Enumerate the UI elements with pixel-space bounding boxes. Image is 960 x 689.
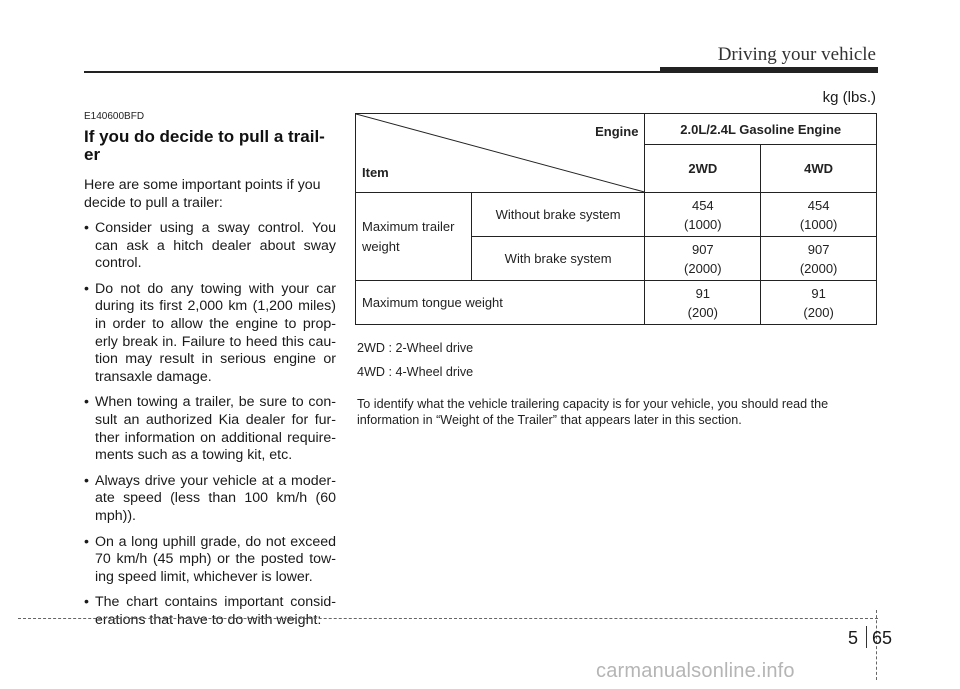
section-code: E140600BFD xyxy=(84,111,145,122)
value-cell xyxy=(645,193,761,237)
value-kg: 454 xyxy=(691,197,714,213)
bullet-item: • When towing a trailer, be sure to con-sult an authorized Kia dealer for fur-ther information on additional require-ments such as a towing kit, etc. xyxy=(84,394,336,464)
table-corner-cell xyxy=(356,114,645,193)
value-kg: 907 xyxy=(807,241,830,257)
intro-text: Here are some important points if you decide to pull a trailer: xyxy=(84,177,321,211)
engine-label: Engine xyxy=(595,124,639,139)
value-lbs: (2000) xyxy=(684,260,722,276)
value-kg: 907 xyxy=(691,241,714,257)
trailer-weight-table xyxy=(355,113,877,325)
value-kg: 454 xyxy=(807,197,830,213)
bullet-item: • Consider using a sway control. You can ask a hitch dealer about sway control. xyxy=(84,220,336,273)
note-2wd: 2WD : 2-Wheel drive xyxy=(357,341,474,355)
unit-label: kg (lbs.) xyxy=(822,89,876,106)
bullet-item: • On a long uphill grade, do not exceed 70 km/h (45 mph) or the posted tow-ing speed limit, whichever is lower. xyxy=(84,534,336,587)
left-column xyxy=(84,111,336,629)
value-cell xyxy=(761,237,877,281)
column-header-4wd: 4WD xyxy=(761,145,877,193)
bullet-item: • Do not do any towing with your car during its first 2,000 km (1,200 miles) in order to allow the engine to prop-erly break in. Failure to heed this cau-tion may result in serious engine or transaxle damage. xyxy=(84,281,336,387)
watermark: carmanualsonline.info xyxy=(596,660,795,682)
value-cell xyxy=(645,281,761,325)
table-row xyxy=(356,193,877,237)
table-notes xyxy=(357,340,877,436)
value-cell xyxy=(761,193,877,237)
with-brake-label: With brake system xyxy=(471,237,645,281)
page-separator xyxy=(866,626,867,648)
value-lbs: (2000) xyxy=(799,260,838,276)
value-lbs: (1000) xyxy=(799,216,838,232)
note-paragraph: To identify what the vehicle trailering capacity is for your vehicle, you should read the information in “Weight of the Trailer” that appears later in this section. xyxy=(357,397,829,427)
section-heading: If you do decide to pull a trail-er xyxy=(84,127,325,164)
bullet-list xyxy=(84,220,336,629)
column-header-2wd: 2WD xyxy=(645,145,761,193)
max-trailer-weight-label: Maximum trailer weight xyxy=(356,193,472,281)
tongue-weight-label: Maximum tongue weight xyxy=(356,281,645,325)
note-4wd: 4WD : 4-Wheel drive xyxy=(357,365,474,379)
page-number: 65 xyxy=(872,628,893,648)
bullet-item: • Always drive your vehicle at a moder-ate speed (less than 100 km/h (60 mph)). xyxy=(84,473,336,526)
value-lbs: (1000) xyxy=(684,216,722,232)
header-rule-accent xyxy=(660,67,878,73)
value-kg: 91 xyxy=(695,285,711,301)
header-title: Driving your vehicle xyxy=(717,44,876,65)
engine-header: 2.0L/2.4L Gasoline Engine xyxy=(645,114,877,145)
value-lbs: (200) xyxy=(687,304,718,320)
value-cell xyxy=(761,281,877,325)
item-label: Item xyxy=(362,165,389,180)
bullet-item: • The chart contains important consid-erations that have to do with weight: xyxy=(84,594,336,629)
value-lbs: (200) xyxy=(803,304,834,320)
section-number: 5 xyxy=(848,628,859,648)
value-kg: 91 xyxy=(811,285,826,301)
without-brake-label: Without brake system xyxy=(471,193,645,237)
footer-rule xyxy=(18,618,878,619)
value-cell xyxy=(645,237,761,281)
table-row xyxy=(356,281,877,325)
